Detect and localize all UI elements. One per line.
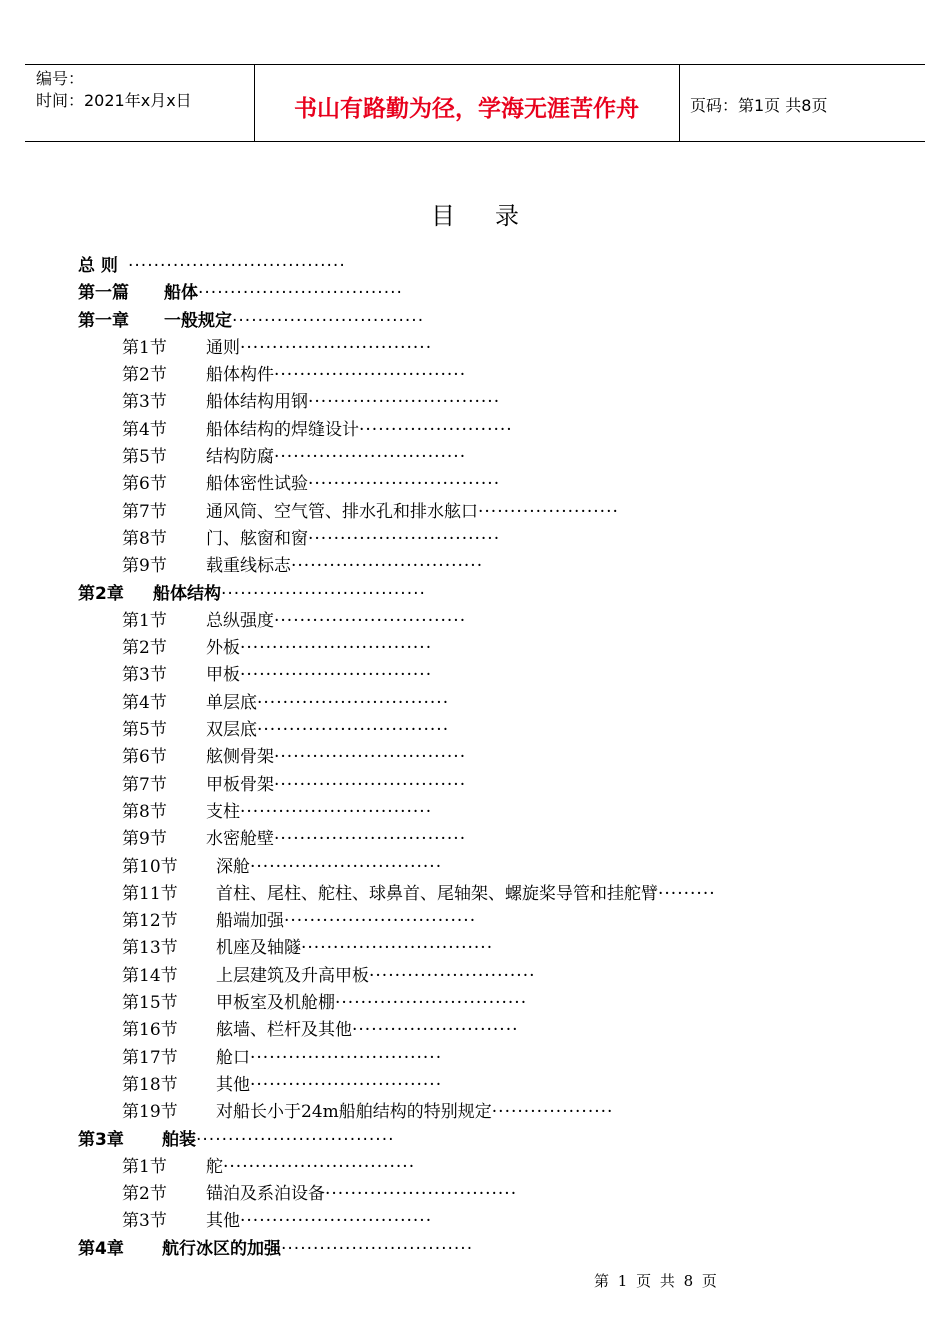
toc-entry-text: 船体结构 [153, 583, 221, 604]
toc-entry[interactable] [0, 280, 950, 307]
toc-entry-number: 第3节 [122, 1211, 167, 1232]
toc-entry-text: 上层建筑及升高甲板 [216, 965, 369, 986]
toc-entry[interactable] [0, 1154, 950, 1181]
toc-entry-number: 第2节 [122, 1184, 167, 1205]
toc-entry-number: 第5节 [122, 447, 167, 468]
toc-entry-text: 通风筒、空气管、排水孔和排水舷口 [206, 501, 478, 522]
toc-leader-dots: ········· [658, 883, 716, 904]
toc-entry-text: 支柱 [206, 801, 240, 822]
toc-entry[interactable] [0, 690, 950, 717]
toc-leader-dots: ······························ [284, 911, 477, 932]
toc-entry-title [206, 744, 466, 771]
toc-entry-title [206, 526, 500, 553]
toc-leader-dots: ······························· [196, 1129, 395, 1150]
toc-entry[interactable] [0, 990, 950, 1017]
toc-entry-title [206, 826, 466, 853]
toc-entry-text: 总纵强度 [206, 610, 274, 631]
toc-leader-dots: ······························ [291, 556, 484, 577]
toc-entry[interactable] [0, 362, 950, 389]
toc-entry-title [206, 635, 432, 662]
toc-entry-title [164, 308, 424, 335]
toc-entry-title [206, 772, 466, 799]
toc-entry-title [206, 417, 513, 444]
toc-entry[interactable] [0, 1017, 950, 1044]
toc-leader-dots: ······························ [274, 610, 467, 631]
toc-entry-number: 第3章 [78, 1129, 124, 1150]
toc-entry-text: 门、舷窗和窗 [206, 528, 308, 549]
toc-leader-dots: ······························ [281, 1238, 474, 1259]
toc-entry-title [216, 1099, 613, 1126]
toc-leader-dots: ······························ [240, 801, 433, 822]
toc-entry[interactable] [0, 526, 950, 553]
toc-entry-number: 第7节 [122, 501, 167, 522]
toc-leader-dots: ······························ [250, 1074, 443, 1095]
toc-entry-text: 船端加强 [216, 911, 284, 932]
toc-entry-text: 其他 [216, 1074, 250, 1095]
toc-entry-text: 船体构件 [206, 365, 274, 386]
toc-entry-number: 第6节 [122, 474, 167, 495]
toc-entry-title [206, 1208, 432, 1235]
toc-leader-dots: ·························· [369, 965, 536, 986]
toc-entry-text: 舷墙、栏杆及其他 [216, 1020, 352, 1041]
toc-leader-dots: ······························ [250, 856, 443, 877]
toc-entry-text: 舶装 [162, 1129, 196, 1150]
toc-entry[interactable] [0, 608, 950, 635]
toc-entry-text: 深舱 [216, 856, 250, 877]
toc-entry-number: 第5节 [122, 720, 167, 741]
toc-entry-title [206, 553, 483, 580]
toc-entry-title [206, 471, 500, 498]
toc-entry[interactable] [0, 854, 950, 881]
toc-entry[interactable] [0, 935, 950, 962]
toc-entry[interactable] [0, 581, 950, 608]
toc-entry-title [216, 990, 527, 1017]
toc-leader-dots: ······························ [240, 1211, 433, 1232]
toc-entry-number: 第6节 [122, 747, 167, 768]
toc-leader-dots: ······························ [274, 747, 467, 768]
toc-leader-dots: ······························ [274, 829, 467, 850]
toc-leader-dots: ······························ [232, 310, 425, 331]
toc-entry-number: 第1节 [122, 610, 167, 631]
toc-leader-dots: ······························ [240, 665, 433, 686]
toc-leader-dots: ······························ [240, 638, 433, 659]
toc-entry-number: 第2章 [78, 583, 124, 604]
toc-entry-number: 第16节 [122, 1020, 178, 1041]
toc-leader-dots: ······························ [301, 938, 494, 959]
toc-leader-dots: ······························ [325, 1184, 518, 1205]
toc-entry-title [206, 799, 432, 826]
toc-leader-dots: ······························ [240, 337, 433, 358]
toc-entry-text: 船体密性试验 [206, 474, 308, 495]
toc-entry-number: 第2节 [122, 638, 167, 659]
toc-entry-number: 第1节 [122, 337, 167, 358]
toc-entry[interactable] [0, 1072, 950, 1099]
toc-entry[interactable] [0, 1208, 950, 1235]
toc-entry-text: 其他 [206, 1211, 240, 1232]
toc-leader-dots: ······················ [478, 501, 619, 522]
toc-entry-text: 水密舱壁 [206, 829, 274, 850]
toc-entry-text: 舷侧骨架 [206, 747, 274, 768]
toc-entry-title [216, 935, 493, 962]
toc-entry-title [206, 1154, 415, 1181]
header-bottom-rule [25, 141, 925, 142]
toc-entry-text: 外板 [206, 638, 240, 659]
header-top-rule [25, 64, 925, 65]
toc-entry[interactable] [0, 826, 950, 853]
toc-entry[interactable] [0, 417, 950, 444]
toc-entry[interactable] [0, 744, 950, 771]
toc-entry-number: 第一章 [78, 310, 129, 331]
toc-entry-title [162, 1127, 395, 1154]
toc-entry[interactable] [0, 335, 950, 362]
toc-entry-title [206, 662, 432, 689]
toc-entry[interactable] [0, 635, 950, 662]
toc-leader-dots: ······························ [274, 365, 467, 386]
toc-leader-dots: ························ [359, 419, 513, 440]
toc-entry-text: 航行冰区的加强 [162, 1238, 281, 1259]
toc-entry[interactable] [0, 799, 950, 826]
toc-entry[interactable] [0, 908, 950, 935]
toc-entry-number: 第11节 [122, 883, 178, 904]
toc-leader-dots: ································ [221, 583, 426, 604]
toc-entry-number: 第4节 [122, 419, 167, 440]
toc-entry-number: 第4章 [78, 1238, 124, 1259]
toc-entry-number: 第3节 [122, 392, 167, 413]
toc-leader-dots: ······························ [223, 1156, 416, 1177]
toc-entry-title [216, 1072, 442, 1099]
toc-entry-number: 第9节 [122, 829, 167, 850]
toc-leader-dots: ······························ [257, 720, 450, 741]
toc-leader-dots: ······························ [308, 528, 501, 549]
toc-leader-dots: ································ [198, 283, 403, 304]
toc-entry-number: 总 则 [78, 256, 118, 276]
toc-entry-title [206, 717, 449, 744]
toc-entry-number: 第13节 [122, 938, 178, 959]
toc-leader-dots: ······························ [308, 474, 501, 495]
toc-entry-number: 第10节 [122, 856, 178, 877]
toc-entry-title [206, 335, 432, 362]
page-footer: 第 1 页 共 8 页 [594, 1272, 719, 1290]
toc-leader-dots: ·································· [128, 256, 346, 276]
toc-title: 目录 [431, 202, 559, 230]
toc-entry-number: 第一篇 [78, 283, 129, 304]
toc-leader-dots: ······························ [257, 692, 450, 713]
toc-entry-title [206, 1181, 517, 1208]
toc-entry-text: 甲板骨架 [206, 774, 274, 795]
toc-entry-title [216, 963, 536, 990]
toc-entry-title [153, 581, 426, 608]
toc-leader-dots: ······························ [274, 447, 467, 468]
toc-leader-dots: ······························ [335, 993, 528, 1014]
toc-entry[interactable] [0, 553, 950, 580]
toc-entry-number: 第3节 [122, 665, 167, 686]
toc-entry[interactable] [0, 1045, 950, 1072]
toc-entry-text: 双层底 [206, 720, 257, 741]
toc-entry-number: 第14节 [122, 965, 178, 986]
toc-entry[interactable] [0, 389, 950, 416]
toc-entry-number: 第1节 [122, 1156, 167, 1177]
toc-entry[interactable] [0, 1099, 950, 1126]
toc-entry-title [206, 608, 466, 635]
toc-entry[interactable] [0, 881, 950, 908]
toc-entry[interactable] [0, 471, 950, 498]
toc-entry-title [206, 690, 449, 717]
toc-entry-title [216, 854, 442, 881]
toc-entry-text: 甲板 [206, 665, 240, 686]
toc-entry-number: 第4节 [122, 692, 167, 713]
toc-entry-title [216, 1017, 519, 1044]
toc-entry[interactable] [0, 772, 950, 799]
toc-leader-dots: ·························· [352, 1020, 519, 1041]
toc-entry-title [206, 499, 619, 526]
toc-entry-text: 船体结构的焊缝设计 [206, 419, 359, 440]
doc-number-label: 编号： [36, 69, 85, 88]
toc-entry-text: 通则 [206, 337, 240, 358]
toc-entry-title [216, 1045, 442, 1072]
toc-entry-number: 第15节 [122, 993, 178, 1014]
toc-entry-text: 舱口 [216, 1047, 250, 1068]
toc-entry-number: 第12节 [122, 911, 178, 932]
toc-entry-text: 船体结构用钢 [206, 392, 308, 413]
toc-entry-title [206, 389, 500, 416]
toc-entry-text: 船体 [164, 283, 198, 304]
toc-entry[interactable] [0, 253, 950, 280]
header-page-info: 页码：第1页 共8页 [690, 96, 828, 115]
toc-entry-number: 第18节 [122, 1074, 178, 1095]
toc-entry-text: 舵 [206, 1156, 223, 1177]
toc-entry-title [162, 1236, 473, 1263]
toc-entry-text: 对船长小于24m船舶结构的特别规定 [216, 1102, 492, 1123]
toc-entry-text: 机座及轴隧 [216, 938, 301, 959]
toc-entry-number: 第7节 [122, 774, 167, 795]
toc-entry[interactable] [0, 963, 950, 990]
toc-leader-dots: ······························ [274, 774, 467, 795]
toc-entry-text: 锚泊及系泊设备 [206, 1184, 325, 1205]
table-of-contents [0, 253, 950, 1263]
toc-entry[interactable] [0, 308, 950, 335]
doc-time-label: 时间：2021年x月x日 [36, 91, 192, 110]
toc-leader-dots: ······························ [250, 1047, 443, 1068]
toc-entry[interactable] [0, 1236, 950, 1263]
toc-entry[interactable] [0, 1181, 950, 1208]
toc-entry-number: 第8节 [122, 801, 167, 822]
toc-entry-number: 第8节 [122, 528, 167, 549]
header-info [36, 68, 192, 112]
toc-leader-dots: ··················· [491, 1102, 614, 1123]
toc-entry-number: 第9节 [122, 556, 167, 577]
toc-entry-text: 结构防腐 [206, 447, 274, 468]
toc-entry-number: 第17节 [122, 1047, 178, 1068]
toc-entry-text: 首柱、尾柱、舵柱、球鼻首、尾轴架、螺旋桨导管和挂舵臂 [216, 883, 658, 904]
toc-entry-text: 载重线标志 [206, 556, 291, 577]
toc-entry-title [216, 881, 716, 908]
toc-entry[interactable] [0, 717, 950, 744]
header-divider-right [679, 64, 680, 142]
toc-entry-text: 一般规定 [164, 310, 232, 331]
toc-entry-title [164, 280, 403, 307]
toc-leader-dots: ······························ [308, 392, 501, 413]
toc-entry[interactable] [0, 499, 950, 526]
toc-entry-number: 第2节 [122, 365, 167, 386]
toc-entry[interactable] [0, 1127, 950, 1154]
toc-entry-title [206, 444, 466, 471]
toc-entry-title [206, 362, 466, 389]
toc-entry[interactable] [0, 662, 950, 689]
toc-entry-title [128, 253, 346, 280]
toc-entry-number: 第19节 [122, 1102, 178, 1123]
toc-entry-title [216, 908, 476, 935]
toc-entry[interactable] [0, 444, 950, 471]
toc-entry-text: 单层底 [206, 692, 257, 713]
header-slogan: 书山有路勤为径，学海无涯苦作舟 [294, 96, 639, 122]
toc-entry-text: 甲板室及机舱棚 [216, 993, 335, 1014]
